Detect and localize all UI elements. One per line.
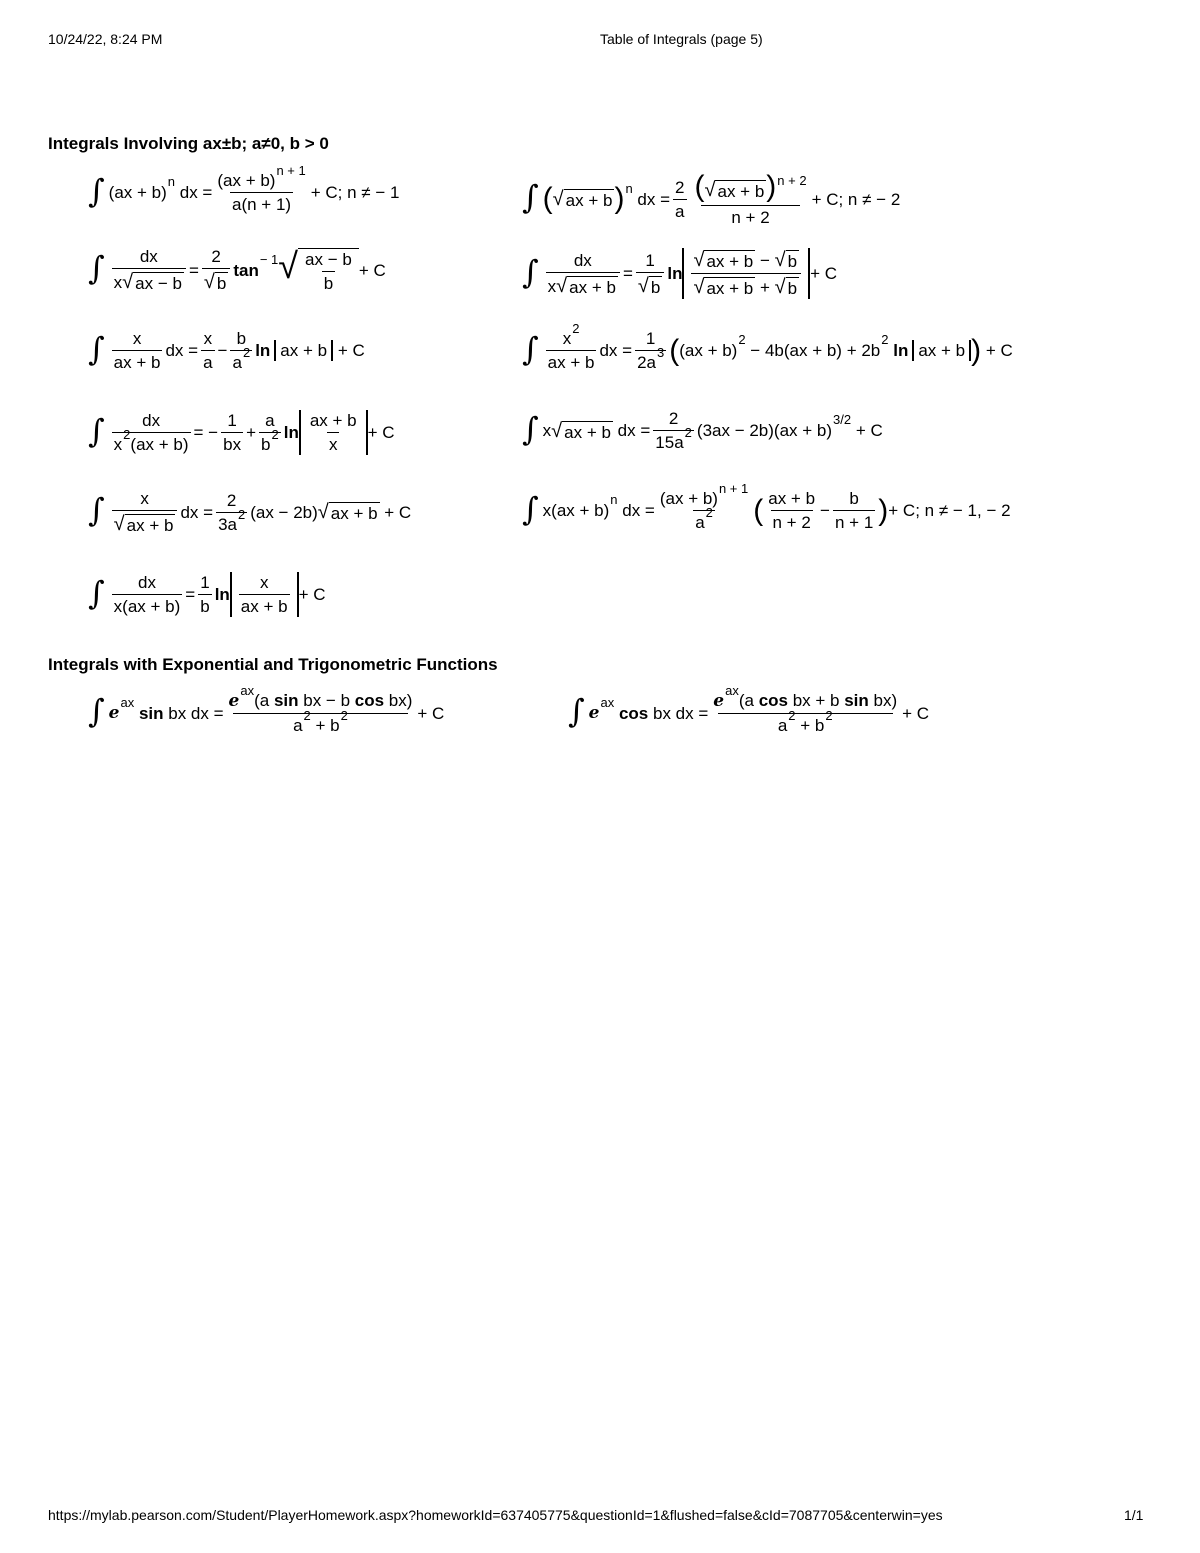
section-title-exp-trig: Integrals with Exponential and Trigonometric Functions: [48, 655, 498, 674]
formula-8: ∫ x √ ax + b dx = $\frac{2}{15a^2}$ (3ax − 2b)(ax + b) 3/2 + C: [522, 409, 883, 452]
formula-9: ∫ x √ ax + b dx = $\frac{2}{3a^2}$ (ax − 2b) √ ax + b + C: [88, 489, 412, 535]
formula-10: ∫ x(ax + b) n dx = $\frac{(ax + b)^{n + 1}}{a^2}$ ( $\frac{ax + b}{n + 2}$ − $\frac{b}{n + 1}$ ) + C; n ≠ − 1, − 2: [522, 481, 1011, 532]
formula-12: ∫ e ax sin bx dx = $\frac{e^{ax}(a \sin bx - b \cos bx)}{a^2 + b^2}$ + C: [88, 683, 445, 735]
section-title-linear: Integrals Involving ax±b; a≠0, b > 0: [48, 134, 329, 153]
formula-5: ∫ $\frac{x}{ax + b}$ dx = $\frac{x}{a}$ − $\frac{b}{a^2}$ ln ax + b + C: [88, 329, 365, 372]
formula-3: ∫ dx x √ ax − b = 2 √ b tan − 1 √ $\frac{ax - b}{b}$ + C: [88, 245, 386, 293]
page-number: 1/1: [1124, 1507, 1144, 1523]
formula-4: ∫ dx x √ ax + b = 1 √ b ln √ ax + b − √ b √ ax + b + √ b + C: [522, 249, 837, 298]
formula-11: ∫ $\frac{dx}{x(ax + b)}$ = $\frac{1}{b}$ ln $\frac{x}{ax + b}$ + C: [88, 573, 326, 616]
formula-13: ∫ e ax cos bx dx = $\frac{e^{ax}(a \cos bx + b \sin bx)}{a^2 + b^2}$ + C: [568, 683, 930, 735]
formula-1: ∫ (ax + b) n dx = $\frac{(ax + b)^{n + 1}}{a(n + 1)}$ + C; n ≠ − 1: [88, 163, 400, 214]
footer-url: https://mylab.pearson.com/Student/PlayerHomework.aspx?homeworkId=637405775&questionId=1&flushed=false&cId=7087705&centerwin=yes: [48, 1507, 943, 1523]
formula-7: ∫ $\frac{dx}{x^2(ax + b)}$ = − $\frac{1}{bx}$ + $\frac{a}{b^2}$ ln $\frac{ax + b}{x}$ + C: [88, 411, 395, 454]
page-title: Table of Integrals (page 5): [600, 31, 763, 47]
formula-6: ∫ $\frac{x^2}{ax + b}$ dx = $\frac{1}{2a^3}$ ( (ax + b) 2 − 4b(ax + b) + 2b 2 ln ax + b ) + C: [522, 321, 1013, 372]
print-timestamp: 10/24/22, 8:24 PM: [48, 31, 163, 47]
formula-2: ∫ ( √ ax + b ) n dx = $\frac{2}{a}$ ( √ ax + b )$^{n + 2}$ n + 2 + C; n ≠ − 2: [522, 170, 901, 227]
